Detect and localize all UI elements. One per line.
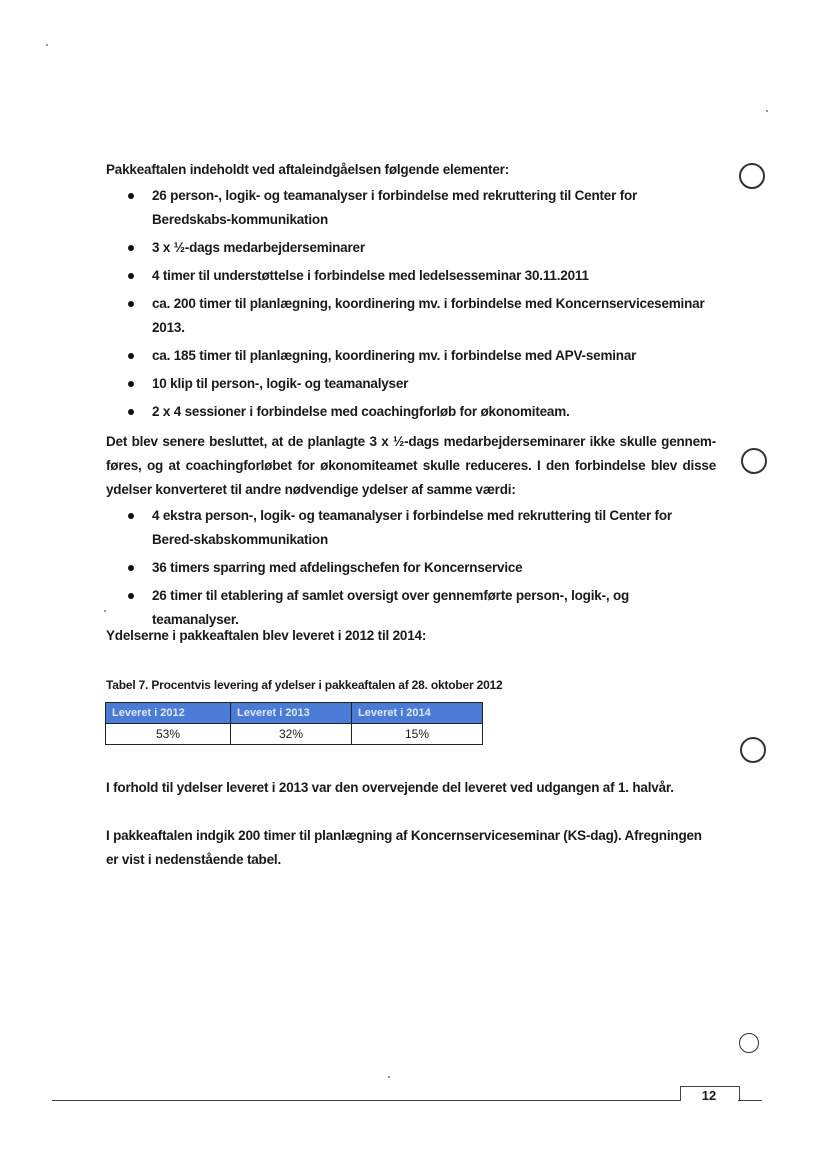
table-cell: 32% [231, 724, 352, 745]
list-item: 4 timer til understøttelse i forbindelse med ledelsesseminar 30.11.2011 [126, 264, 716, 288]
decision-paragraph [106, 430, 716, 502]
list-item: 36 timers sparring med afdelingschefen for Koncernservice [126, 556, 716, 580]
intro-paragraph [106, 158, 716, 182]
table-header-row [106, 703, 483, 724]
intro-text: Pakkeaftalen indeholdt ved aftaleindgåelsen følgende elementer: [106, 162, 510, 177]
converted-list [126, 504, 716, 636]
footer-rule [52, 1100, 680, 1101]
list-item: 3 x ½-dags medarbejderseminarer [126, 236, 716, 260]
scan-speck [388, 1076, 390, 1078]
footer-rule-tail [738, 1100, 762, 1101]
table-row [106, 724, 483, 745]
list-item: 2 x 4 sessioner i forbindelse med coachingforløb for økonomiteam. [126, 400, 716, 424]
delivery-paragraph [106, 624, 716, 648]
delivery-table [105, 702, 483, 745]
binder-hole-icon [739, 1033, 759, 1053]
list-item: 4 ekstra person-, logik- og teamanalyser i forbindelse med rekruttering til Center for Bered-skabskommunikation [126, 504, 716, 552]
halfyear-text: I forhold til ydelser leveret i 2013 var den overvejende del leveret ved udgangen af 1. halvår. [106, 780, 674, 795]
list-item: 26 timer til etablering af samlet oversigt over gennemførte person-, logik-, og teamanalyser. [126, 584, 716, 632]
ks-paragraph [106, 824, 716, 872]
page-number: 12 [701, 1088, 717, 1103]
binder-hole-icon [740, 737, 766, 763]
decision-text: Det blev senere besluttet, at de planlagte 3 x ½-dags medarbejderseminarer ikke skulle gennem-føres, og at coachingforløbet for økonomiteamet skulle reduceres. I den forbindelse blev disse ydelser konverteret til andre nødvendige ydelser af samme værdi: [106, 434, 716, 497]
scan-speck [766, 110, 768, 112]
list-item: ca. 185 timer til planlægning, koordinering mv. i forbindelse med APV-seminar [126, 344, 716, 368]
list-item: 10 klip til person-, logik- og teamanalyser [126, 372, 716, 396]
binder-hole-icon [739, 163, 765, 189]
table-cell: 15% [352, 724, 483, 745]
scan-speck [104, 610, 106, 612]
list-item: 26 person-, logik- og teamanalyser i forbindelse med rekruttering til Center for Beredskabs-kommunikation [126, 184, 716, 232]
table-header: Leveret i 2013 [231, 703, 352, 724]
list-item: ca. 200 timer til planlægning, koordinering mv. i forbindelse med Koncernserviceseminar 2013. [126, 292, 716, 340]
elements-list [126, 184, 716, 428]
scan-speck [46, 44, 48, 46]
table-header: Leveret i 2014 [352, 703, 483, 724]
halfyear-paragraph [106, 776, 716, 800]
binder-hole-icon [741, 448, 767, 474]
ks-text: I pakkeaftalen indgik 200 timer til planlægning af Koncernserviceseminar (KS-dag). Afregningen er vist i nedenstående tabel. [106, 828, 702, 867]
delivery-text: Ydelserne i pakkeaftalen blev leveret i 2012 til 2014: [106, 628, 427, 643]
table-caption: Tabel 7. Procentvis levering af ydelser i pakkeaftalen af 28. oktober 2012 [106, 678, 503, 692]
table-header: Leveret i 2012 [106, 703, 231, 724]
table-cell: 53% [106, 724, 231, 745]
